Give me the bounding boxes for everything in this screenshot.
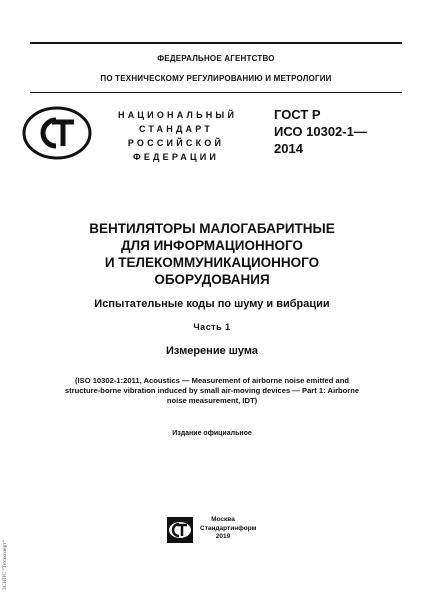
title-line-1: ВЕНТИЛЯТОРЫ МАЛОГАБАРИТНЫЕ (89, 221, 335, 236)
publisher-city: Москва (211, 516, 235, 523)
designation-line-3: 2014 (274, 141, 303, 156)
agency-line-1: ФЕДЕРАЛЬНОЕ АГЕНТСТВО (157, 54, 275, 63)
iso-reference-line-2: structure-borne vibration induced by small air-moving devices — Part 1: Airborne (64, 386, 360, 395)
document-title (40, 220, 384, 288)
national-standard-line-1: НАЦИОНАЛЬНЫЙ (118, 110, 238, 120)
standard-designation (274, 106, 367, 157)
standartinform-logo-icon (166, 516, 194, 544)
national-standard-line-3: РОССИЙСКОЙ (127, 138, 225, 148)
title-line-2: ДЛЯ ИНФОРМАЦИОННОГО (121, 238, 303, 253)
top-rule (30, 42, 402, 44)
iso-reference (44, 376, 380, 406)
part-number: Часть 1 (193, 322, 231, 332)
side-watermark: ЗСНПС "Техэксперт" (2, 540, 8, 590)
part-name: Измерение шума (165, 345, 259, 357)
publisher-name: Стандартинформ (200, 524, 257, 532)
national-standard-line-2: СТАНДАРТ (138, 124, 214, 134)
iso-reference-line-3: noise measurement, IDT) (166, 396, 258, 405)
national-standard-line-4: ФЕДЕРАЦИИ (132, 152, 220, 162)
header-rule (30, 92, 402, 93)
title-line-4: ОБОРУДОВАНИЯ (154, 272, 270, 287)
agency-line-2: ПО ТЕХНИЧЕСКОМУ РЕГУЛИРОВАНИЮ И МЕТРОЛОГИИ (100, 74, 332, 83)
designation-line-1: ГОСТ Р (274, 107, 321, 122)
national-standard-label (118, 108, 238, 164)
iso-reference-line-1: (ISO 10302-1:2011, Acoustics — Measurement of airborne noise emitted and (74, 376, 350, 385)
designation-line-2: ИСО 10302-1— (274, 124, 367, 139)
publisher-year: 2019 (215, 533, 231, 540)
publisher-info (200, 516, 257, 542)
gost-r-logo-icon (22, 106, 92, 160)
document-subtitle: Испытательные коды по шуму и вибрации (94, 298, 330, 310)
title-line-3: И ТЕЛЕКОММУНИКАЦИОННОГО (104, 255, 320, 270)
edition-label: Издание официальное (172, 430, 252, 437)
